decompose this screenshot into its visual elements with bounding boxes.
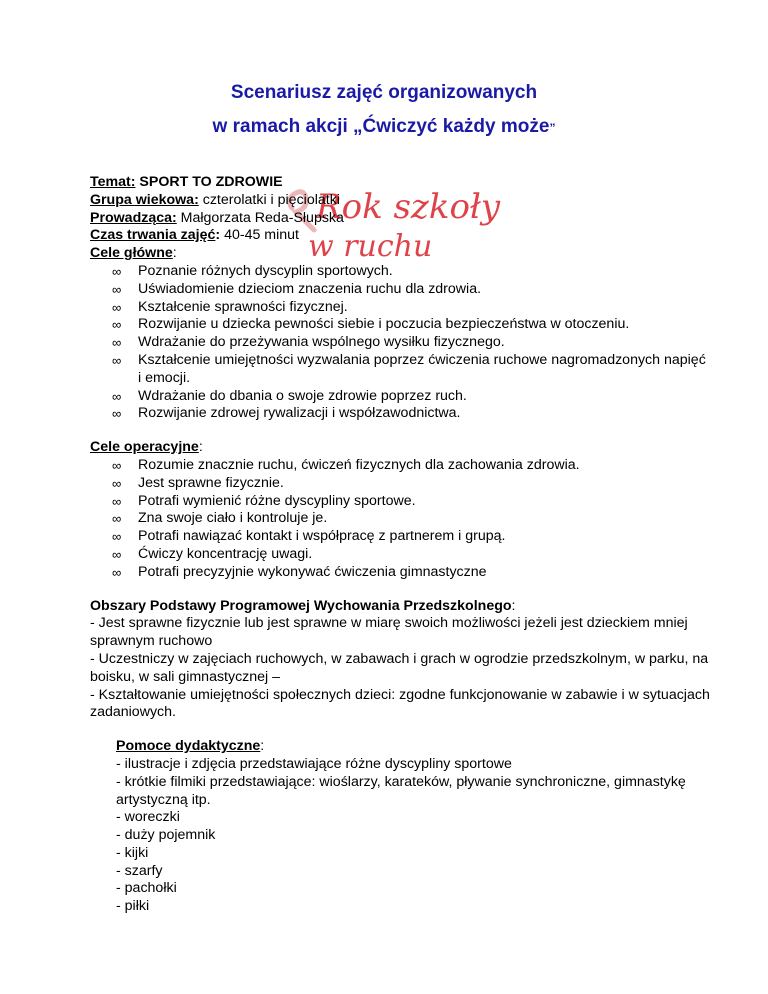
czas-value: 40-45 minut xyxy=(220,227,299,244)
cele-glowne-label: Cele główne xyxy=(90,245,173,262)
prowadzaca-value: Małgorzata Reda-Słupska xyxy=(176,209,344,226)
temat-value: SPORT TO ZDROWIE xyxy=(135,174,283,190)
cele-glowne-heading xyxy=(90,245,710,263)
list-item xyxy=(112,456,710,475)
list-item-text: Kształcenie umiejętności wyzwalania poprzez ćwiczenia ruchowe nagromadzonych napięć i emocji. xyxy=(138,351,706,386)
pomoce-section xyxy=(116,738,710,916)
czas-line xyxy=(90,227,710,245)
cele-operacyjne-colon: : xyxy=(198,439,203,456)
infinity-bullet-icon: ∞ xyxy=(112,317,122,333)
cele-glowne-list xyxy=(90,263,710,423)
subtitle-text: w ramach akcji „Ćwiczyć każdy może xyxy=(212,116,550,137)
list-item-text: Wdrażanie do dbania o swoje zdrowie poprzez ruch. xyxy=(138,387,467,404)
logo-text-w-ruchu: w ruchu xyxy=(308,229,433,264)
infinity-bullet-icon: ∞ xyxy=(112,263,122,279)
pomoce-item: - ilustracje i zdjęcia przedstawiające różne dyscypliny sportowe xyxy=(116,755,512,772)
pomoce-item: - piłki xyxy=(116,898,150,915)
czas-colon: : xyxy=(215,227,221,244)
list-item-text: Kształcenie sprawności fizycznej. xyxy=(138,298,348,315)
grupa-label: Grupa wiekowa: xyxy=(90,191,199,208)
cele-glowne-colon: : xyxy=(172,245,177,262)
list-item-text: Potrafi wymienić różne dyscypliny sportowe. xyxy=(138,492,416,509)
prowadzaca-line xyxy=(90,210,710,228)
infinity-bullet-icon: ∞ xyxy=(112,564,122,580)
list-item xyxy=(112,492,710,511)
list-item-text: Ćwiczy koncentrację uwagi. xyxy=(138,545,313,562)
list-item xyxy=(112,351,710,388)
list-item xyxy=(112,563,710,582)
list-item-text: Zna swoje ciało i kontroluje je. xyxy=(138,510,328,527)
obszary-paragraph-3: - Kształtowanie umiejętności społecznych dzieci: zgodne funkcjonowanie w zabawie i w sytuacjach zadaniowych. xyxy=(90,686,710,721)
cele-operacyjne-list xyxy=(90,457,710,582)
obszary-heading xyxy=(90,598,710,616)
pomoce-item: - kijki xyxy=(116,844,149,861)
spacer xyxy=(90,423,710,439)
grupa-line xyxy=(90,192,710,210)
list-item-text: Poznanie różnych dyscyplin sportowych. xyxy=(138,262,393,279)
list-item xyxy=(112,262,710,281)
infinity-bullet-icon: ∞ xyxy=(112,406,122,422)
logo-text-rok-szkoly: Rok szkoły xyxy=(316,187,501,227)
infinity-bullet-icon: ∞ xyxy=(112,457,122,473)
pomoce-item: - krótkie filmiki przedstawiające: wioślarzy, karateków, pływanie synchroniczne, gimnastykę artystyczną itp. xyxy=(116,773,686,808)
infinity-bullet-icon: ∞ xyxy=(112,335,122,351)
pomoce-label: Pomoce dydaktyczne xyxy=(116,738,261,755)
infinity-bullet-icon: ∞ xyxy=(112,352,122,368)
list-item xyxy=(112,474,710,493)
subtitle-closing-quote: ” xyxy=(549,121,556,135)
list-item xyxy=(112,387,710,406)
infinity-bullet-icon: ∞ xyxy=(112,281,122,297)
document-body xyxy=(90,174,710,916)
obszary-paragraph-1: - Jest sprawne fizycznie lub jest sprawne w miarę swoich możliwości jeżeli jest dzieckiem mniej sprawnym ruchowo xyxy=(90,615,688,650)
infinity-bullet-icon: ∞ xyxy=(112,511,122,527)
list-item xyxy=(112,405,710,423)
list-item xyxy=(112,280,710,299)
obszary-colon: : xyxy=(511,597,516,614)
cele-operacyjne-heading xyxy=(90,439,710,457)
list-item-text: Potrafi nawiązać kontakt i współpracę z partnerem i grupą. xyxy=(138,528,506,545)
list-item xyxy=(112,545,710,564)
infinity-bullet-icon: ∞ xyxy=(112,493,122,509)
spacer xyxy=(90,722,710,738)
pomoce-colon: : xyxy=(260,738,265,755)
list-item-text: Potrafi precyzyjnie wykonywać ćwiczenia gimnastyczne xyxy=(138,563,487,580)
list-item-text: Jest sprawne fizycznie. xyxy=(138,474,284,491)
list-item xyxy=(112,334,710,352)
obszary-paragraph-2: - Uczestniczy w zajęciach ruchowych, w zabawach i grach w ogrodzie przedszkolnym, w parku, na boisku, w sali gimnastycznej – xyxy=(90,650,709,685)
infinity-bullet-icon: ∞ xyxy=(112,546,122,562)
list-item-text: Rozumie znacznie ruchu, ćwiczeń fizycznych dla zachowania zdrowia. xyxy=(138,456,580,473)
document-subtitle xyxy=(0,118,768,138)
list-item xyxy=(112,316,710,334)
prowadzaca-label: Prowadząca: xyxy=(90,209,177,226)
grupa-value: czterolatki i pięciolatki xyxy=(198,191,340,208)
obszary-label: Obszary Podstawy Programowej Wychowania Przedszkolnego xyxy=(90,597,512,614)
pomoce-item: - woreczki xyxy=(116,809,180,826)
list-item-text: Rozwijanie zdrowej rywalizacji i współzawodnictwa. xyxy=(138,405,461,422)
pomoce-item: - szarfy xyxy=(116,862,163,879)
infinity-bullet-icon: ∞ xyxy=(112,475,122,491)
temat-label: Temat: xyxy=(90,174,136,190)
list-item-text: Uświadomienie dzieciom znaczenia ruchu dla zdrowia. xyxy=(138,280,482,297)
pomoce-item: - pachołki xyxy=(116,880,177,897)
czas-label: Czas trwania zajęć xyxy=(90,227,216,244)
list-item-text: Rozwijanie u dziecka pewności siebie i poczucia bezpieczeństwa w otoczeniu. xyxy=(138,316,630,333)
cele-operacyjne-label: Cele operacyjne xyxy=(90,439,199,456)
infinity-bullet-icon: ∞ xyxy=(112,299,122,315)
list-item xyxy=(112,298,710,317)
document-title: Scenariusz zajęć organizowanych xyxy=(230,82,538,103)
infinity-bullet-icon: ∞ xyxy=(112,388,122,404)
infinity-bullet-icon: ∞ xyxy=(112,529,122,545)
list-item-text: Wdrażanie do przeżywania wspólnego wysiłku fizycznego. xyxy=(138,334,505,351)
temat-line xyxy=(90,174,710,192)
list-item xyxy=(112,510,710,528)
spacer xyxy=(90,582,710,598)
pomoce-item: - duży pojemnik xyxy=(116,827,216,844)
pomoce-heading xyxy=(116,738,710,756)
list-item xyxy=(112,528,710,546)
